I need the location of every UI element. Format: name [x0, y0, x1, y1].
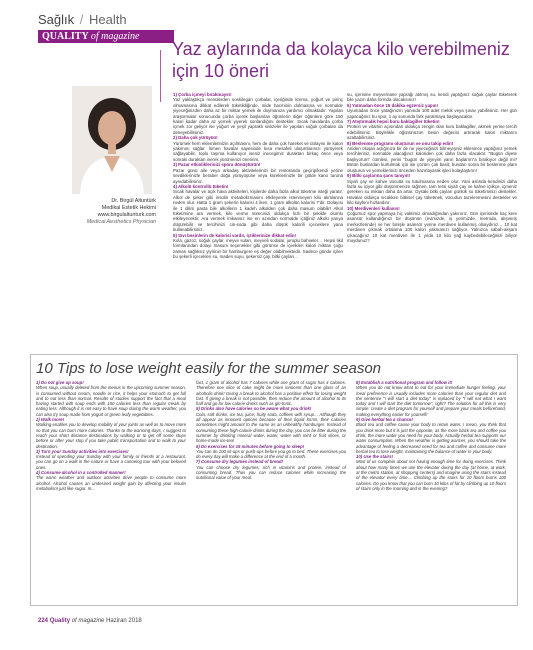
- author-role: Medikal Estetik Hekimi: [101, 205, 156, 211]
- en-tip-body: Most of us complain about not having enough time for doing exercises. Think about how many times we use the elevator during the day (at home, at work, at the metro station, at shopping centers) and imagine using the stairs instead of the elevator every time… Climbing up the stairs for 10 floors burns 100 calories. Do you know that you can burn 10 kilos of fat by climbing up 10 floors of stairs only in the morning and in the evening?: [356, 459, 506, 491]
- tr-tip-body: Kola, gazoz, soğuk çaylar, meyve suları, meyveli sodalar, juruplu bahveler… Hepsi likit formlarından dolayı masum seçenekler gibi görünse de içerikleri kalori miktarı çoğu zaman sağlıksız yiyirinin bir hamburgere eş değer olabilmektedir. Sadece günde içilen bu şekerli içecekleri su, maden suyu, şekersiz çay, bitki çayları...: [173, 237, 343, 260]
- en-tip-body: Instead of spending your Sunday with your family or friends at a restaurant, you can go on a walk in the nature or have a canoeing tour with your beloved ones.: [36, 454, 186, 470]
- page-number: 224: [38, 618, 49, 624]
- brand-name: QUALITY: [42, 31, 89, 42]
- tr-tip-heading: 8) Beslenme programı oluşturun ve onu takip edin!: [347, 140, 454, 146]
- tr-tip-heading: 4) Alkolü kontrollü tüketin!: [173, 183, 229, 189]
- english-column-middle: [196, 380, 346, 481]
- tr-tip: [173, 233, 343, 260]
- tr-tip-body: su, içerisine meyve/nane yaprağı atılmış su, kendi yaptığınız soğuk çaylar tüketerek bile yazın daha formda olacaksınız!: [347, 92, 517, 103]
- tr-tip-heading: 3) Pazar etkinliklerinizi spora dönüştürün!: [173, 162, 261, 168]
- tr-tip: [347, 206, 517, 244]
- en-tip-body: Cola, soft drinks, ice tea, juice, fruity soda, coffees with syrup… Although they all appear as innocent options because of their liquid forms, their calories sometimes might amount to the same as an unhealthy hamburger. Instead of consuming these high-calorie drinks during the day, you can be fitter during the summer by drinking mineral water, water, water with mint or fruit slices, or home-made ice-tea!: [196, 411, 346, 444]
- tr-tip-body: Siyah çay ve kahve vücutta su tutulmasına neden olur. Yani aslında kendinizi daha fazla su içiyor gibi düşünmenize rağmen, tam tersi siyah çay ve kahve içtikçe, içmeniz gereken su miktarı daha da artar. Oysaki bitki çayları günlük su tüketiminizi destekler. Havalar oldukça sıcakken bitkisel çay tüketmek, vücudun tazelenmesini destekler ve kilo kaybını hızlandırır.: [347, 178, 517, 206]
- en-tip-body: fact, 1 gram of alcohol has 7 calories while one gram of sugar has 4 calories. Therefore one slice of cake might be more innocent than one glass of an alcoholic drink! Giving a break to alcohol has a positive effect for losing weight fast. If giving a break is not possible, then reduce the amount of alcohol to its half and go for low calorie drinks such as gin-tonic.: [196, 380, 346, 407]
- en-tip-body: You can do 100 sit-ups or push-ups before you go to bed. These exercises you do every day will make a difference at the end of a month.: [196, 448, 347, 460]
- footer-brand: Quality: [49, 618, 71, 624]
- en-tip-heading: 2) Walk more!: [36, 417, 65, 423]
- en-tip-heading: 3) Turn your Sunday activities into exercises!: [36, 448, 129, 454]
- tr-tip-body: Sıcak havalar ve açık hava aktiviteleri, kişilerde daha fazla alkol tüketme isteği yaratır. Alkol de şeker gibi insülin metabolizmasını etkileyerek istenmeyen kilo alımlarına neden olur. Hatta 1 gram şekerin kalorisi 4 iken, 1 gram alkolün kalorisi 7'dir. Dolayısı ile 1 dilim pasta bile alkollerin 1 kadeh alkolden çok daha masum olabilir! Alkol tüketimine ara vermek, kilo verme sürecinizi oldukça hızlı bir şekilde olumlu etkileyecektir. Ara vermek imkansız ise en azından normalde içtiğiniz alkolü yarıya düşürebilir ve tercihinizi cin-soda gibi daha düşük kalorili içeceklere yana kullanabilirsiniz.: [173, 189, 343, 233]
- en-tip-heading: 9) Give herbal tea a chance!: [356, 417, 413, 423]
- author-portrait-image: [72, 86, 152, 194]
- section-label: Sağlık: [38, 12, 75, 27]
- author-name: Dr. Birgül Altuntürk: [111, 198, 156, 204]
- section-separator: /: [79, 12, 84, 27]
- tr-tip-body: Pazar günü aile veya arkadaş aktivitelerinizi bir restoranda geçirip/kendi yerine sevdiklerinizle beraber doğa yürüyüşüne veya küreklerinizle bir gölde kano turuna aynıdabilirsiniz.: [173, 167, 343, 184]
- turkish-column-right: [347, 92, 517, 243]
- en-tip-body: Black tea and coffee cause your body to retain water. I mean, you think that you drink more but it is just the opposite, as the more black tea and coffee you drink, the more water you need for your body. Actually herbal tea supports our water consumption. When the weather is getting warmer, you should take the advantage of feeling a decreased need for tea and coffee and consume more herbal tea to lose weight, maintaining the balance of water in your body.: [356, 422, 506, 454]
- english-title: 10 Tips to lose weight easily for the summer season: [36, 360, 382, 377]
- en-tip: [356, 380, 506, 417]
- en-tip: [36, 380, 186, 417]
- tr-tip-heading: 2) Daha çok yürüyün!: [173, 135, 218, 141]
- tr-tip: [347, 173, 517, 205]
- brand-suffix: of magazine: [90, 31, 140, 42]
- tr-tip: [347, 103, 517, 119]
- tr-tip-heading: 9) Bitki çaylarına şans tanıyın!: [347, 173, 410, 179]
- en-tip: [36, 417, 186, 449]
- tr-tip-body: Protein ve vitamin açısından oldukça zengin olan kuru baklagiller, akmek yerine tercih edebilirsiniz. Böylelikle öğününüzün besin değerini artırarak kalori miktarını azaltabilirsiniz.: [347, 124, 517, 141]
- english-column-left: [36, 380, 186, 491]
- tr-tip-body: Yürümek hem eklemlerinizin açılmasını, hem de daha çok hareket ve dolayısı ile kalori yakımını sağlar. İsmen havalar sayesinde kısa mesafeli ulaşımlarınızı yürüyerek sağlayabilir, toplu taşıma kullanıyor iseniz inecegimiz duraktan birkaç önce veya sonraki duraktan inerek yürümenizi öneririm.: [173, 140, 343, 162]
- tr-tip-heading: 5) Sıvı besinlerin de kalorisi vardır, içtiklerinize dikkat edin!: [173, 232, 296, 238]
- tr-tip-heading: 7) Atıştırmalık hepsi buru baklagiller tüketin!: [347, 119, 440, 125]
- tr-tip: [173, 92, 343, 135]
- footer-brand-suffix: of magazine: [71, 618, 105, 624]
- en-tip: [356, 454, 506, 491]
- tr-tip-body: Aniden oluşan açlığınıza bir de ne yiyeceğinizi bilmeyişiniz eklenince yaptığınız yemek tercihleriniz, normalde alacağınız kaloriden çok daha fazla olacaktır. "Bugün diyete başlıyorum" cümlesi, yerini "bugün de yiyeyim yarın başlarım"a bırakıyor değil mi? Bütün bunlardan kurtulmak için ise çözüm çok basit; bundan sonra bir beslenme planı oluşturun ve yemeklerinizi önceden hazırlayarak işleri kolaylaştırın!: [347, 146, 517, 173]
- en-tip-heading: 1) Do not give up soup!: [36, 380, 84, 385]
- tr-tip-heading: 6) Yatmadan önce 15 dakika egzersiz yapın!: [347, 102, 438, 108]
- en-tip-body: When you do not know what to eat for your immediate hunger feeling, your meal preference is usually includes more calories than your regular diet and the sentence "I will start a diet today" is replaced by "I will eat what I want today and I will start the diet tomorrow", right? The solution for all this is very simple: create a diet program for yourself and prepare your meals beforehand, making everything easier for yourself!: [356, 385, 506, 417]
- en-tip-heading: 8) Establish a nutritional program and follow it!: [356, 380, 453, 385]
- article-title: Yaz aylarında da kolayca kilo verebilmeniz için 10 öneri: [172, 39, 510, 81]
- en-tip-heading: 6) Do exercises for 15 minutes before going to sleep!: [196, 443, 305, 449]
- article-title-block: [172, 38, 517, 82]
- en-tip: [36, 470, 186, 491]
- tr-tip-body: Uyumadan önce yatağınızın yanında 100 adet mekik veya şınav yabilirsiniz. Her gün yapacağınız bu spor, 1 ay sonunda fark yaratmaya başlayacaktır.: [347, 108, 517, 119]
- en-tip-body: Walking enables you to develop mobility of your joints as well as to move more so that you can burn more calories. Thanks to the warming days, I suggest to reach your short distance destinations by walking or to get off some stops before or after your stop if you take public transportation and to walk to your destination.: [36, 422, 186, 449]
- tr-tip: [347, 119, 517, 141]
- en-tip-heading: 5) Drinks also have calories so be aware what you drink!: [196, 406, 312, 412]
- author-photo: [72, 86, 152, 194]
- en-tip-heading: 4) Consume alcohol in a controlled manner!: [36, 470, 126, 476]
- en-tip: [356, 417, 506, 454]
- author-website[interactable]: www.birgulaltunturk.com: [97, 212, 156, 218]
- tr-tip: [173, 135, 343, 162]
- en-tip: [196, 444, 346, 460]
- section-header: [38, 12, 127, 27]
- en-tip: [196, 380, 346, 406]
- en-tip-body: When soup, usually deleted from the menus in the upcoming summer season, is consumed without cream, noodle or rice, it helps your stomach to get full and to eat less than normal. Results of studies support the fact that a meal having started with soup ends with 150 calories less than regular meals by eating less. Although it is not easy to have soup during the warm weather, you can also try soup made from yogurt or green leafy vegetables.: [36, 385, 186, 417]
- brand-bar: [38, 30, 174, 43]
- page-footer: [38, 618, 142, 624]
- en-tip: [196, 459, 346, 480]
- en-tip-body: The warm weather and outdoor activities drive people to consume more alcohol. Alcohol causes an undesired weight gain by affecting your insulin metabolism just like sugar. In...: [36, 475, 186, 491]
- en-tip: [36, 449, 186, 470]
- author-caption: [36, 198, 156, 226]
- en-tip-heading: 10) Use the stairs!: [356, 454, 394, 460]
- tr-tip: [173, 184, 343, 233]
- tr-tip-body: Yaz yaklaştıkça menülerden soskilegan çorbalar, içeriğinde krema, yoğurt ve pirinç olmamasına dikkat edilerek tüketildiğinde, mide hacminin dolmasına ve normalde yiyeceğinizden daha az bir miktar yemek ile doymanıza yardımcı olmaktadır. Yapılan araştırmalar sonucunda çorba içerek başlanılan öğünlerin diğer öğünlere göre 150 kalori kadar daha az yemek yiyerek sonlandığını destekler. Sıcak havalarda çorba içmek zor geliyor ise yoğurt ve yeşil yapraklı sebzeler ile yapılan soğuk çorbaları da deneyebilirsiniz.: [173, 97, 343, 135]
- en-tip-body: You can choose dry legumes, rich in vitamins and protein, instead of consuming bread. Thus you can reduce calories while increasing the nutritional value of your meal.: [196, 464, 346, 481]
- en-tip: [196, 406, 346, 443]
- turkish-column-left: [173, 92, 343, 260]
- tr-tip-heading: 1) Çorba içmeyi bırakmayın!: [173, 92, 232, 97]
- tr-tip: [173, 162, 343, 184]
- tr-tip: [347, 92, 517, 103]
- en-tip-heading: 7) Consume dry legumes instead of bread!: [196, 459, 283, 465]
- tr-tip-body: Çoğumuz spor yapmaya hiç vaktimiz olmadığından yakınırız. Gün içerisinde kaç kere asansör kullandığınızı bir düşünün (evimizde, iş yerimizde, metroda, alışveriş merkezlerinde) ve her binişle asansör yerine merdiven kullanmış olsaydınız… 10 kat merdiven çıkmak ortalama 100 kalori yakmanızı sağlıyor. Yalnızca sabah-akşam çıkacağınız 10 kat merdiven ile 1 yılda 10 kilo yağ kaybedebileceğinizi biliyor muydunuz?: [347, 210, 517, 243]
- author-role-en: Medical Aesthetics Physician: [86, 219, 156, 225]
- tr-tip: [347, 141, 517, 173]
- title-divider: [160, 50, 161, 102]
- tr-tip-heading: 10) Merdivenleri kullanın!: [347, 205, 400, 211]
- issue-date: Haziran 2018: [106, 618, 142, 624]
- section-label-en: Health: [89, 12, 127, 27]
- english-column-right: [356, 380, 506, 491]
